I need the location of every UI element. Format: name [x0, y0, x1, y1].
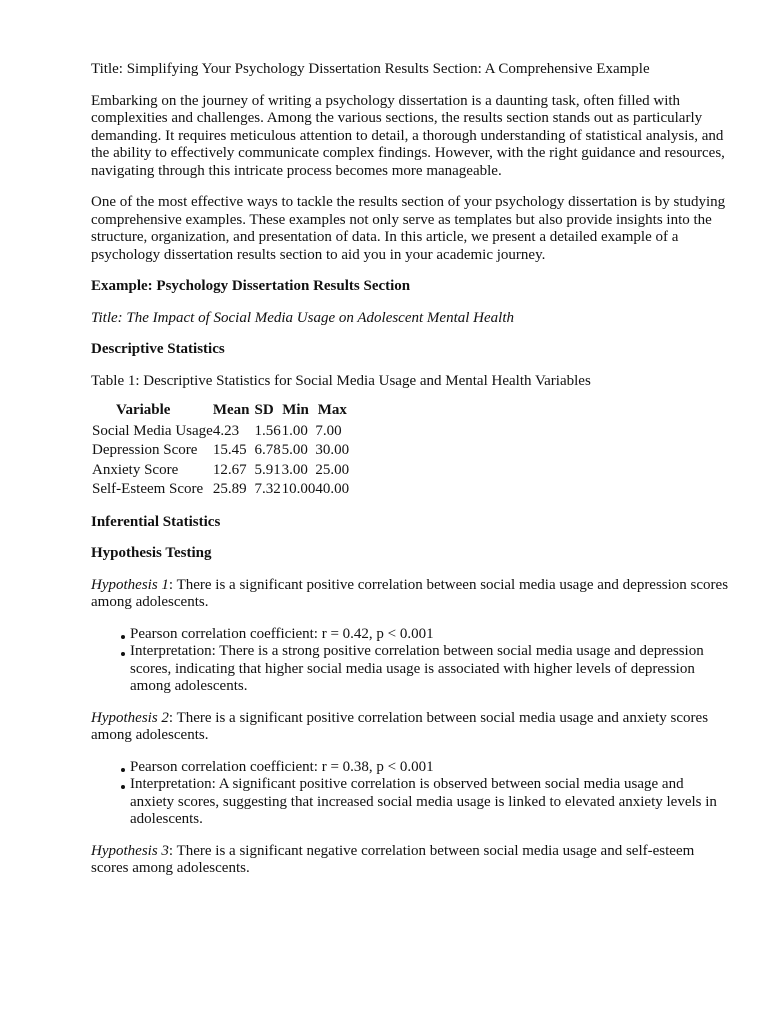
- column-header-variable: Variable: [116, 402, 171, 418]
- hypothesis-1-text: : There is a significant positive correlation between social media usage and depression scores among adolescents.: [91, 576, 729, 610]
- table-cell-mean: 4.23: [212, 422, 240, 439]
- hypothesis-3-text: : There is a significant negative correlation between social media usage and self-esteem scores among adolescents.: [91, 842, 695, 876]
- table-row: [92, 423, 349, 443]
- table-cell-max: 40.00: [315, 481, 350, 497]
- table-cell-max: 30.00: [315, 442, 350, 458]
- descriptive-stats-table: [92, 402, 349, 501]
- list-item: Pearson correlation coefficient: r = 0.42, p < 0.001: [130, 626, 731, 644]
- table-cell-max: 7.00: [315, 422, 342, 439]
- table-cell-min: 1.00: [281, 422, 308, 439]
- hypothesis-3: [91, 843, 731, 878]
- column-header-max: Max: [317, 402, 347, 418]
- table-row: [92, 462, 349, 482]
- column-header-mean: Mean: [212, 402, 250, 418]
- intro-paragraph-2: One of the most effective ways to tackle the results section of your psychology dissertation is by studying comprehensive examples. These examples not only serve as templates but also provide insights into the structure, organization, and presentation of data. In this article, we present a detailed example of a psychology dissertation results section to aid you in your academic journey.: [91, 194, 726, 263]
- hypothesis-1-results: [91, 626, 731, 696]
- table-cell-min: 3.00: [281, 461, 308, 478]
- table-cell-variable: Social Media Usage: [92, 422, 213, 439]
- table-cell-sd: 7.32: [254, 481, 281, 497]
- hypothesis-2: [91, 710, 731, 745]
- list-item: Pearson correlation coefficient: r = 0.38, p < 0.001: [130, 759, 731, 777]
- hypothesis-testing-heading: Hypothesis Testing: [91, 545, 212, 561]
- table-cell-min: 5.00: [281, 442, 308, 458]
- example-heading: Example: Psychology Dissertation Results Section: [91, 278, 411, 294]
- descriptive-heading: Descriptive Statistics: [91, 341, 225, 357]
- table-cell-variable: Self-Esteem Score: [92, 481, 204, 497]
- hypothesis-2-results: [91, 759, 731, 829]
- hypothesis-1-label: Hypothesis 1: [91, 576, 169, 593]
- document-page: [91, 61, 731, 892]
- inferential-heading: Inferential Statistics: [91, 513, 221, 530]
- table-cell-sd: 5.91: [254, 461, 281, 478]
- table-cell-mean: 25.89: [212, 481, 247, 497]
- table-cell-max: 25.00: [315, 461, 350, 478]
- hypothesis-3-label: Hypothesis 3: [91, 842, 169, 859]
- table-row: [92, 442, 349, 462]
- table-header-row: [92, 402, 349, 423]
- table-cell-sd: 1.56: [254, 422, 281, 439]
- example-title: Title: The Impact of Social Media Usage on Adolescent Mental Health: [91, 309, 514, 326]
- hypothesis-1: [91, 577, 731, 612]
- table-caption: Table 1: Descriptive Statistics for Social Media Usage and Mental Health Variables: [91, 372, 591, 389]
- table-row: [92, 481, 349, 501]
- table-cell-sd: 6.78: [254, 442, 281, 458]
- document-title: Title: Simplifying Your Psychology Dissertation Results Section: A Comprehensive Example: [91, 61, 650, 77]
- intro-paragraph-1: Embarking on the journey of writing a psychology dissertation is a daunting task, often filled with complexities and challenges. Among the various sections, the results section stands out as particularly demanding. It requires meticulous attention to detail, a thorough understanding of statistical analysis, and the ability to effectively communicate complex findings. However, with the right guidance and resources, navigating through this intricate process becomes more manageable.: [91, 92, 725, 179]
- column-header-min: Min: [282, 402, 309, 418]
- hypothesis-2-label: Hypothesis 2: [91, 709, 169, 726]
- table-cell-mean: 12.67: [212, 461, 247, 478]
- table-cell-variable: Depression Score: [92, 442, 198, 458]
- hypothesis-2-text: : There is a significant positive correlation between social media usage and anxiety scores among adolescents.: [91, 709, 709, 743]
- list-item: Interpretation: There is a strong positive correlation between social media usage and depression scores, indicating that higher social media usage is associated with higher levels of depression among adolescents.: [130, 643, 731, 696]
- table-cell-variable: Anxiety Score: [92, 461, 179, 478]
- list-item: Interpretation: A significant positive correlation is observed between social media usage and anxiety scores, suggesting that increased social media usage is linked to elevated anxiety levels in adolescents.: [130, 776, 731, 829]
- table-cell-mean: 15.45: [212, 442, 247, 458]
- column-header-sd: SD: [254, 402, 274, 418]
- table-cell-min: 10.00: [281, 481, 316, 497]
